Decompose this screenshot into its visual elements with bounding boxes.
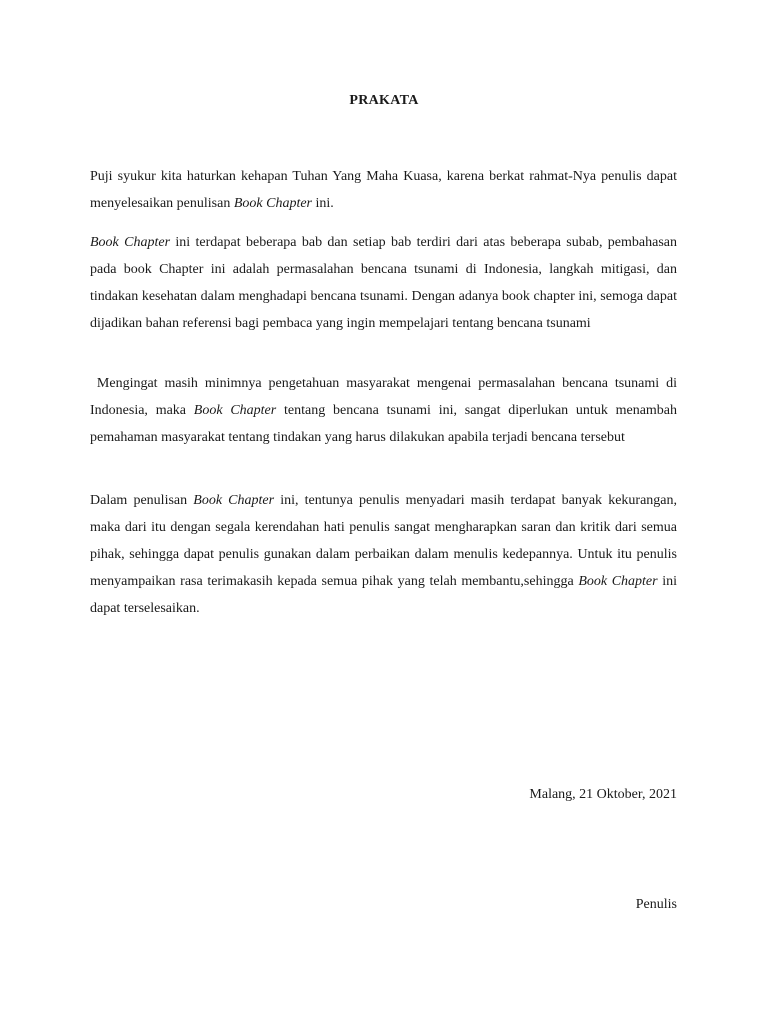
paragraph-3-italic: Book Chapter — [193, 403, 277, 418]
paragraph-4-text-c: ini dapat terselesaikan. — [90, 574, 678, 616]
paragraph-2-text-a: ini terdapat beberapa bab dan setiap bab terdiri dari atas beberapa subab, pembahasan pada book Chapter ini adalah permasalahan bencana tsunami di Indonesia, langkah mitigasi, dan tindakan kesehatan dalam menghadapi bencana tsunami. Dengan adanya book chapter ini, semoga dapat dijadikan bahan referensi bagi pembaca yang ingin mempelajari tentang bencana tsunami — [90, 235, 678, 331]
page-title: PRAKATA — [349, 93, 419, 108]
paragraph-4-text-a: Dalam penulisan — [90, 493, 194, 508]
paragraph-4-italic-1: Book Chapter — [193, 493, 275, 508]
paragraph-1-text-a: Puji syukur kita haturkan kehapan Tuhan Yang Maha Kuasa, karena berkat rahmat-Nya penulis dapat menyelesaikan penulisan — [90, 169, 677, 211]
paragraph-2-italic: Book Chapter — [90, 235, 171, 250]
paragraph-4-text-b: ini, tentunya penulis menyadari masih terdapat banyak kekurangan, maka dari itu dengan segala kerendahan hati penulis sangat mengharapkan saran dan kritik dari semua pihak, sehingga dapat penulis gunakan dalam perbaikan dalam menulis kedepannya. Untuk itu penulis menyampaikan rasa terimakasih kepada semua pihak yang telah membantu,sehingga — [90, 493, 677, 589]
paragraph-3 — [90, 370, 677, 451]
paragraph-1-italic: Book Chapter — [233, 196, 312, 211]
author-signature: Penulis — [635, 897, 677, 912]
paragraph-1-text-b: ini. — [312, 196, 334, 211]
paragraph-3-text-a: Mengingat masih minimnya pengetahuan masyarakat mengenai permasalahan bencana tsunami di Indonesia, maka — [90, 376, 677, 418]
paragraph-4 — [90, 487, 677, 622]
paragraph-4-italic-2: Book Chapter — [578, 574, 658, 589]
paragraph-1 — [90, 163, 677, 217]
paragraph-2 — [90, 229, 677, 337]
paragraph-3-text-b: tentang bencana tsunami ini, sangat diperlukan untuk menambah pemahaman masyarakat tentang tindakan yang harus dilakukan apabila terjadi bencana tersebut — [90, 403, 678, 445]
place-date: Malang, 21 Oktober, 2021 — [529, 787, 677, 802]
